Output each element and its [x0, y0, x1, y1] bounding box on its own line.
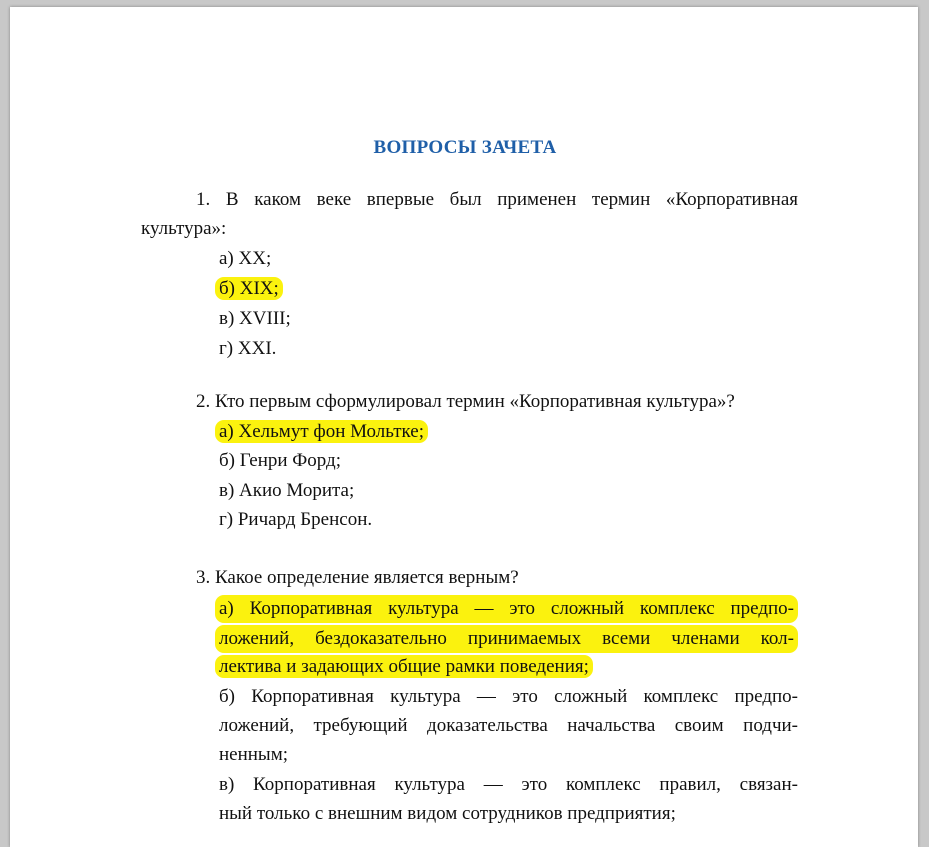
q3-option-b-line-2: ложений, требующий доказательства начальства своим подчи- [219, 715, 798, 736]
q3-option-a-line-3 [219, 654, 593, 680]
question-1-text-cont: культура»: [141, 218, 227, 239]
q3-option-a-highlight-3: лектива и задающих общие рамки поведения; [215, 655, 593, 678]
q2-option-d: г) Ричард Бренсон. [219, 509, 373, 530]
q2-option-a [219, 419, 428, 445]
question-3-text: 3. Какое определение является верным? [196, 567, 519, 588]
q2-option-b: б) Генри Форд; [219, 450, 342, 471]
question-1-text: 1. В каком веке впервые был применен термин «Корпоративная [196, 189, 798, 210]
q3-option-a-highlight-1: а) Корпоративная культура — это сложный комплекс предпо- [215, 595, 798, 623]
q1-option-c: в) XVIII; [219, 308, 291, 329]
document-page [10, 7, 918, 847]
q3-option-b-line-3: ненным; [219, 744, 289, 765]
q2-option-c: в) Акио Морита; [219, 480, 355, 501]
question-2-text: 2. Кто первым сформулировал термин «Корпоративная культура»? [196, 391, 735, 412]
q1-option-d: г) XXI. [219, 338, 277, 359]
q1-option-a: а) XX; [219, 248, 272, 269]
q3-option-c-line-1: в) Корпоративная культура — это комплекс правил, связан- [219, 774, 798, 795]
q3-option-a-line-2 [219, 625, 798, 653]
q3-option-c-line-2: ный только с внешним видом сотрудников предприятия; [219, 803, 676, 824]
q1-option-b-highlight: б) XIX; [215, 277, 283, 300]
q1-option-b [219, 276, 283, 302]
q3-option-b-line-1: б) Корпоративная культура — это сложный комплекс предпо- [219, 686, 798, 707]
q3-option-a-highlight-2: ложений, бездоказательно принимаемых всеми членами кол- [215, 625, 798, 653]
page-title: ВОПРОСЫ ЗАЧЕТА [373, 137, 557, 158]
q3-option-a-line-1 [219, 595, 798, 623]
q2-option-a-highlight: а) Хельмут фон Мольтке; [215, 420, 428, 443]
